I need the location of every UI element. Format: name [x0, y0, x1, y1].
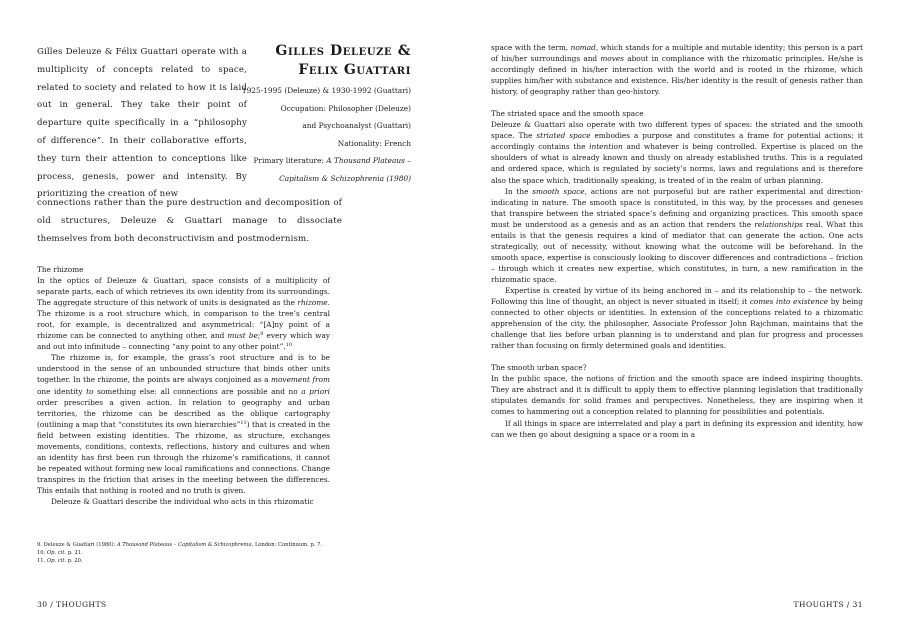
- bio-name-line-1: Gilles Deleuze &: [275, 43, 411, 59]
- text-run: by being connected to other objects or identities. In extension of the conceptions related to a rhizomatic apprehension of the city, the philosopher, Associate Professor John Rajchman, maintains that the challenge that lies before urban planning is to understand and plan for progress and processes rather than focusing on firmly determined goals and identities.: [491, 297, 863, 351]
- page-number-left: 30 / THOUGHTS: [37, 600, 107, 609]
- text-run: real. What this entails is that the genesis requires a kind of mediator that can generate the action. One acts strategically, out of necessity, without knowing what the outcome will be beforehand. In the smooth space, expertise is consciously looking to discover differences and contradictions – friction – through which it creates new expertise, which constitutes, in turn, a new ramification in the rhizomatic space.: [491, 219, 864, 284]
- emphasis-run: moves: [600, 54, 624, 64]
- text-run: something else: all connections are possible and no: [93, 386, 302, 396]
- section-title-rhizome: The rhizome: [37, 265, 84, 274]
- text-run: The rhizome is, for example, the grass’s root structure and is to be understood in the sense of an unbounded structure that binds other units together. In the rhizome, the points are always conjoined as a: [37, 353, 330, 385]
- continuation-paragraph: [491, 42, 863, 97]
- emphasis-run: smooth space: [532, 186, 585, 196]
- bio-dates: 1925-1995 (Deleuze) & 1930-1992 (Guattari): [241, 86, 411, 95]
- right-body-column: [491, 42, 863, 451]
- text-run: ;: [257, 331, 261, 341]
- emphasis-run: nomad: [570, 43, 596, 52]
- bio-literature-year: (1980): [384, 173, 411, 183]
- bio-literature-title-2: Capitalism & Schizophrenia: [279, 173, 385, 183]
- emphasis-run: intention: [589, 142, 623, 152]
- rhizome-paragraph-3: Deleuze & Guattari describe the individual who acts in this rhizomatic: [51, 496, 314, 506]
- bio-nationality: Nationality: French: [337, 138, 411, 148]
- emphasis-run: movement from: [271, 375, 330, 385]
- text-run: , actions are not purposeful but are rather experimental and direction-indicating in nature. The smooth space is constituted, in this way, by the processes and geneses that transpire between the striated space’s defining and organizing practices. This smooth space must be understood as a genesis and as an action that renders the: [491, 186, 863, 229]
- section-title-urban: The smooth urban space?: [491, 363, 587, 373]
- text-run: Expertise is created by virtue of its being anchored in – and its relationship to – the network. Following this line of thought, an object is never situated in itself; it: [491, 285, 863, 307]
- text-run: p. 21.: [66, 550, 83, 557]
- section-striated: [491, 108, 863, 351]
- intro-paragraph: Gilles Deleuze & Félix Guattari operate with a multiplicity of concepts related to space, related to society and related to how it is laid out in general. They take their point of departure quite specifically in a “philosophy of difference”. In their collaborative efforts, they turn their attention to conceptions like process, genesis, power and intensity. By prioritizing the creation of new: [37, 47, 247, 200]
- bio-name-line-2: Felix Guattari: [298, 62, 411, 78]
- urban-paragraph-1: In the public space, the notions of friction and the smooth space are indeed inspiring thoughts. They are abstract and it is difficult to apply them to effective planning legislation that traditionally stipulates demands for solid frames and perspectives. Nonetheless, they are inspiring when it comes to hammering out a conception related to planning for possibilities and potentials.: [491, 374, 863, 417]
- text-run: . The rhizome is a root structure which, in comparison to the tree’s central root, for example, is decentralized and asymmetrical: “[A]ny point of a rhizome can be connected to anything other, and: [37, 298, 330, 341]
- emphasis-run: to: [86, 386, 94, 396]
- emphasis-run: striated space: [536, 131, 591, 141]
- emphasis-run: rhizome: [297, 298, 328, 308]
- text-run: p. 20.: [66, 558, 83, 565]
- section-urban: [491, 362, 863, 439]
- text-run: 10.: [37, 550, 47, 557]
- page-number-right: THOUGHTS / 31: [793, 600, 863, 609]
- intro-paragraph-continued: connections rather than the pure destruction and decomposition of old structures, Deleuze & Guattari manage to dissociate themselves from both deconstructivism and postmodernism.: [37, 198, 342, 244]
- text-run: space with the term,: [491, 43, 571, 52]
- striated-paragraph-2: [491, 186, 863, 285]
- bio-literature-title-1: A Thousand Plateaus –: [326, 156, 411, 166]
- emphasis-run: relationships: [754, 219, 803, 229]
- emphasis-run: Op. cit.: [46, 558, 67, 565]
- striated-paragraph-1: [491, 119, 863, 185]
- text-run: In the: [505, 186, 533, 196]
- text-run: about in compliance with the rhizomatic principles. He/she is accordingly defined in his/her interaction with the world and is rooted in the rhizome, which supplies him/her with substance and existence. His/her identity is the result of genesis rather than history, of geography rather than geo-history.: [491, 54, 863, 97]
- text-run: 9. Deleuze & Guattari (1980):: [37, 542, 117, 548]
- striated-paragraph-3: [491, 285, 863, 351]
- text-run: and whatever is being controlled. Expertise is placed on the shoulders of what is already known and thusly on already established truths. This is a regulated and ordered space, which is regulated by society’s norms, laws and regulations and is therefore also the space which, traditionally speaking, is treated of in the realm of urban planning.: [491, 142, 863, 185]
- bio-occupation-1: Occupation: Philosopher (Deleuze): [280, 103, 411, 113]
- section-title-striated: The striated space and the smooth space: [491, 109, 644, 119]
- urban-paragraph-2: If all things in space are interrelated and play a part in defining its expression and identity, how can we then go about designing a space or a room in a: [491, 418, 863, 439]
- text-run: every which way and out into infinitude – connecting “any point to any other point”.: [37, 331, 330, 352]
- footnote-ref-9[interactable]: 9: [260, 331, 264, 338]
- footnote-ref-10[interactable]: 10: [285, 342, 293, 349]
- emphasis-run: A Thousand Plateaus – Capitalism & Schizophrenia: [116, 542, 252, 548]
- footnote-ref-11[interactable]: 11: [240, 419, 247, 426]
- emphasis-run: Op. cit.: [46, 550, 67, 557]
- text-run: 11.: [37, 558, 47, 565]
- text-run: ) that is created in the field between existing identities. The rhizome, as structure, exchanges movements, conditions, contexts, reflections, history and cultures and when an identity has first been run through the rhizome’s ramifications, it cannot be repeated without forming new local ramifications and connections. Change transpires in the friction that arises in the meeting between the differences. This entails that nothing is rooted and no truth is given.: [37, 419, 331, 495]
- text-run: Deleuze & Guattari also operate with two different types of spaces: the striated and the smooth space. The: [491, 120, 863, 141]
- text-run: , which stands for a multiple and mutable identity; this person is a part of his/her surroundings and: [491, 43, 864, 64]
- text-run: , London: Continuum. p. 7.: [251, 542, 323, 548]
- text-run: order prescribes a given action. In relation to geography and urban territories, the rhizome can be described as the oblique cartography (outlining a map that “constitutes its own hierarchies”: [37, 397, 330, 429]
- bio-literature-label: Primary literature:: [253, 156, 327, 166]
- text-run: one identity: [37, 386, 87, 396]
- text-run: In the optics of Deleuze & Guattari, space consists of a multiplicity of separate parts, each of which retrieves its own identity from its surroundings. The aggregate structure of this network of units is designated as the: [37, 276, 330, 308]
- emphasis-run: must be: [227, 331, 258, 341]
- nomad-continuation: [491, 42, 863, 97]
- emphasis-run: comes into existence: [749, 297, 829, 307]
- text-run: embodies a purpose and constitutes a frame for potential actions; it accordingly contains the: [491, 131, 863, 152]
- emphasis-run: a priori: [301, 386, 330, 396]
- bio-occupation-2: and Psychoanalyst (Guattari): [302, 121, 411, 131]
